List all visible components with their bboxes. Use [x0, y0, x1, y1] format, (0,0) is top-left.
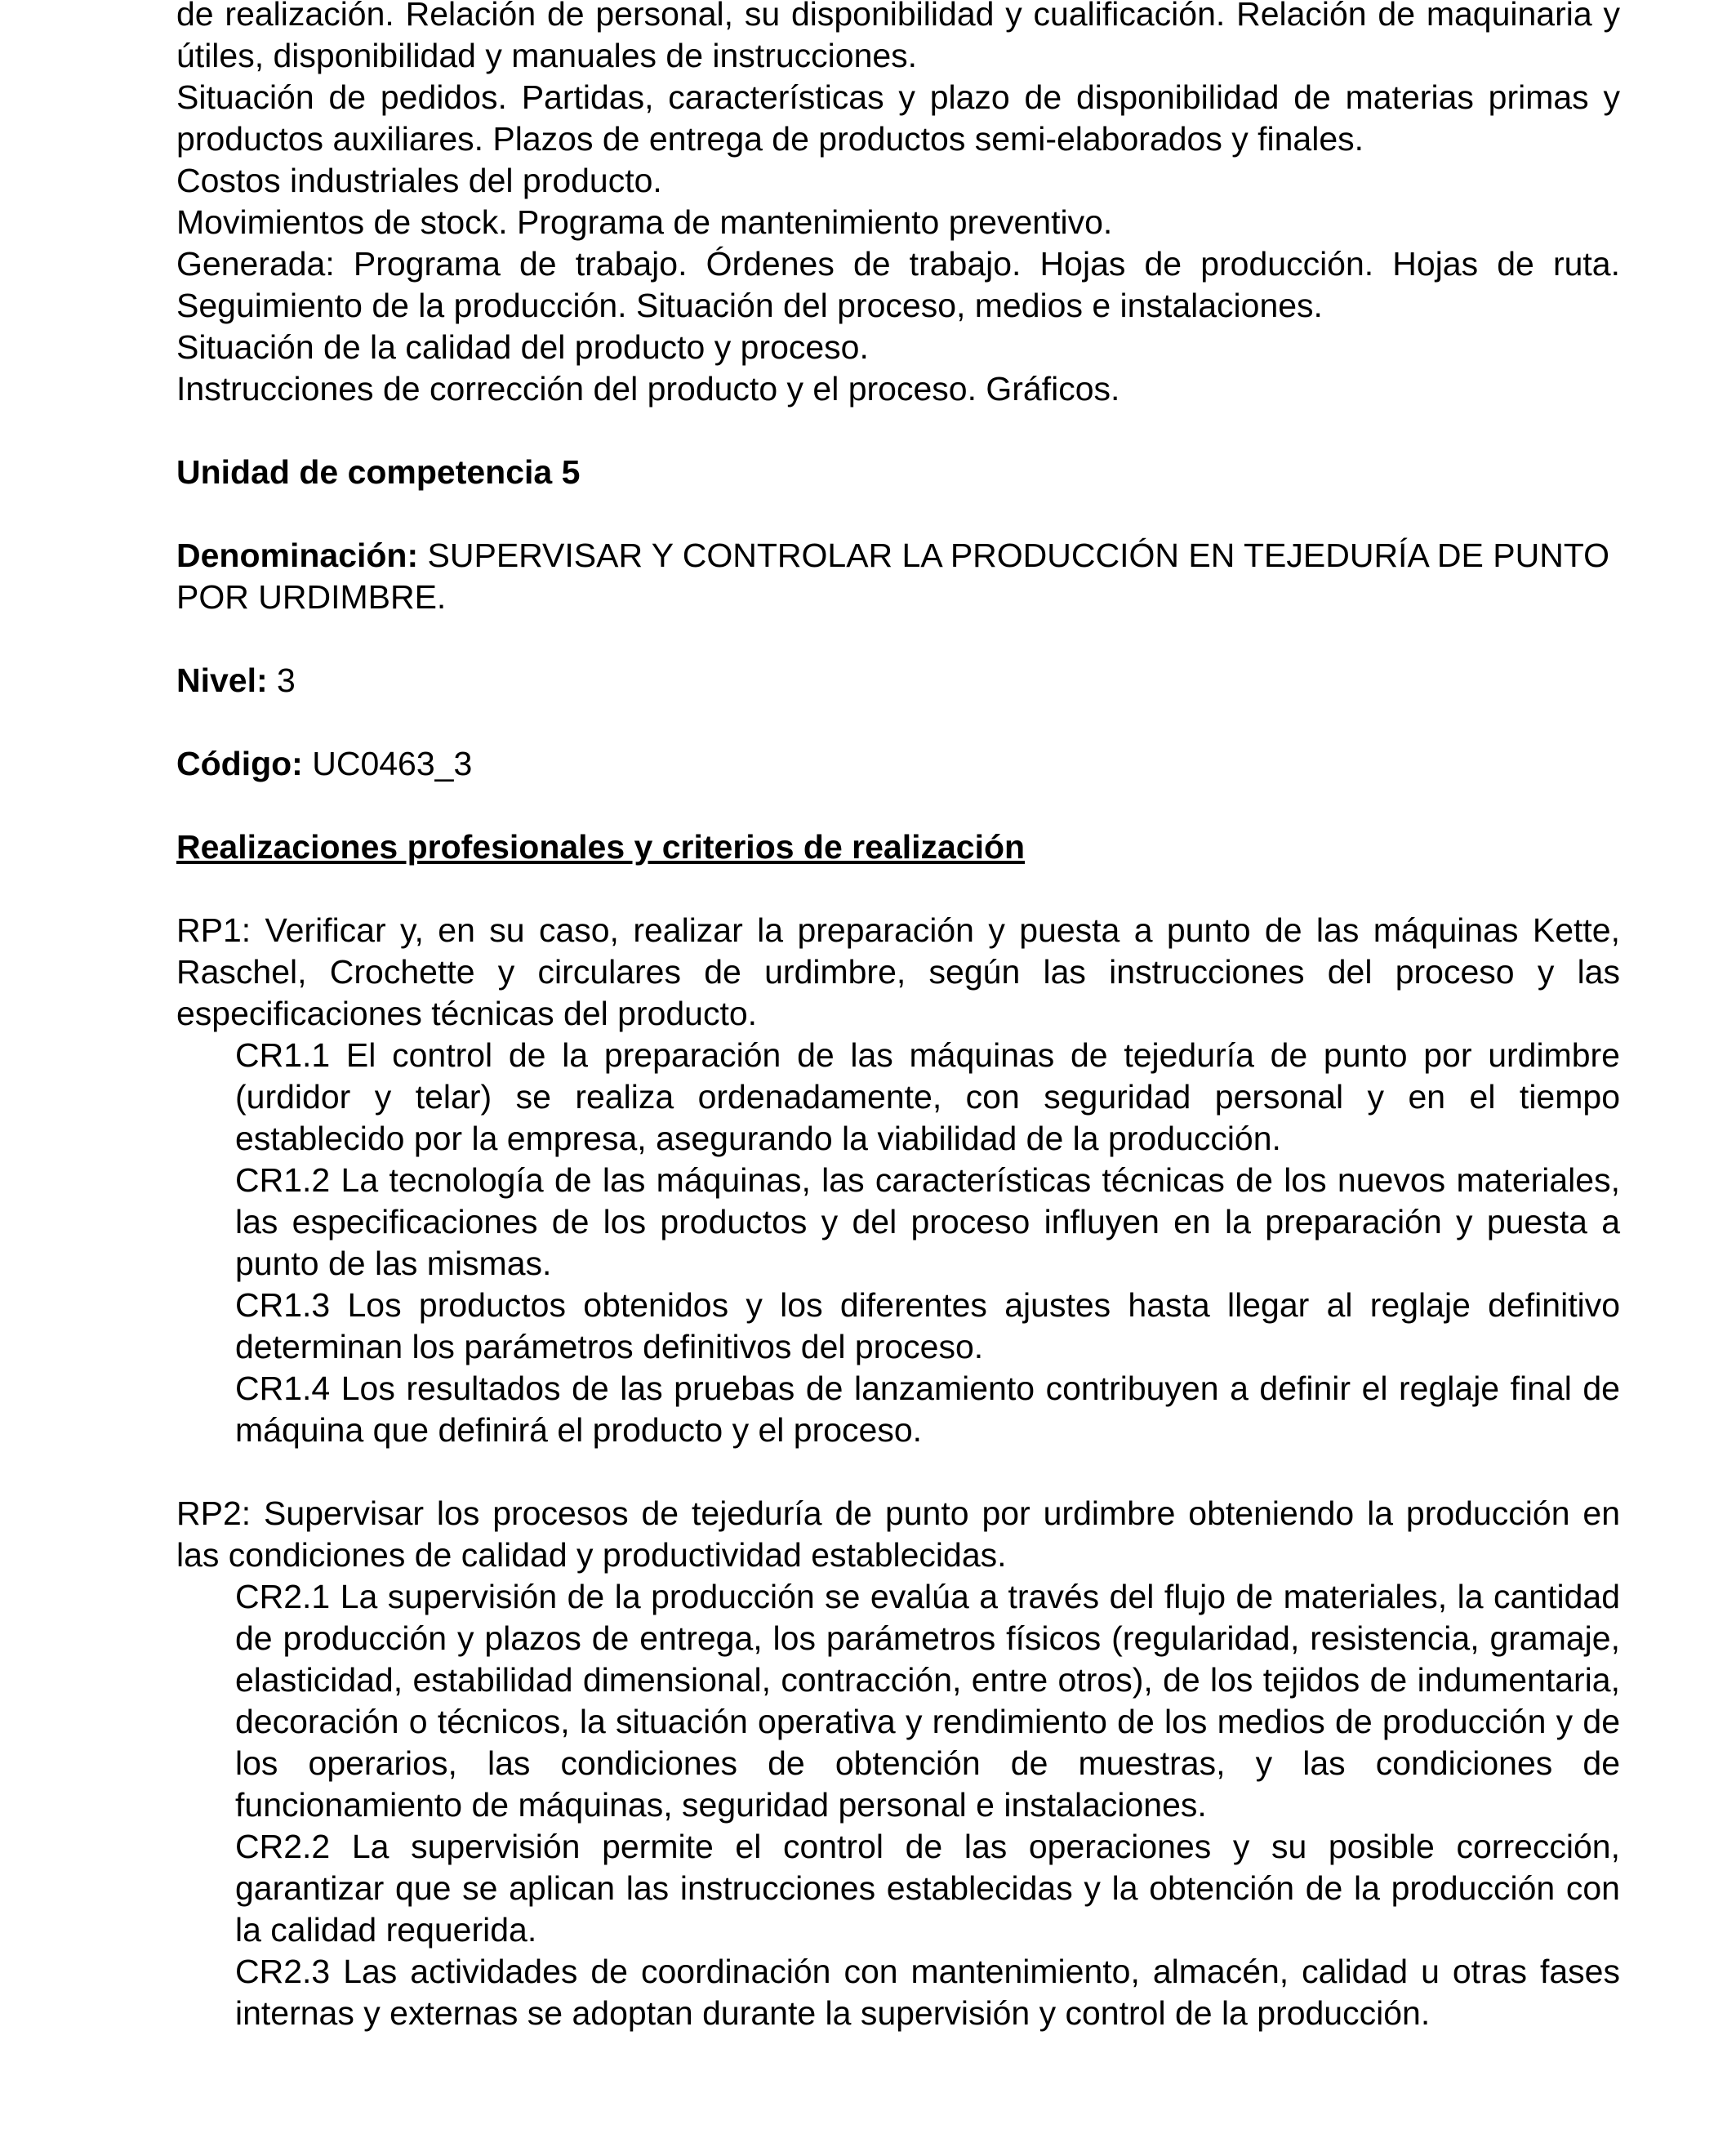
intro-paragraph-2: Situación de pedidos. Partidas, características y plazo de disponibilidad de materias primas y productos auxiliares. Plazos de entrega de productos semi-elaborados y finales. — [176, 78, 1620, 158]
rp1-criteria — [176, 1035, 1620, 1451]
intro-paragraph-1: de realización. Relación de personal, su disponibilidad y cualificación. Relación de maquinaria y útiles, disponibilidad y manuales de instrucciones. — [176, 0, 1620, 74]
nivel-value: 3 — [267, 661, 296, 699]
denominacion — [176, 535, 1620, 618]
section-title: Realizaciones profesionales y criterios de realización — [176, 828, 1026, 866]
unit-heading: Unidad de competencia 5 — [176, 453, 581, 491]
intro-paragraph-5: Generada: Programa de trabajo. Órdenes de trabajo. Hojas de producción. Hojas de ruta. Seguimiento de la producción. Situación del proceso, medios e instalaciones. — [176, 245, 1620, 324]
criterion-cr2-1: CR2.1 La supervisión de la producción se evalúa a través del flujo de materiales, la cantidad de producción y plazos de entrega, los parámetros físicos (regularidad, resistencia, gramaje, elasticidad, estabilidad dimensional, contracción, entre otros), de los tejidos de indumentaria, decoración o técnicos, la situación operativa y rendimiento de los medios de producción y de los operarios, las condiciones de obtención de muestras, y las condiciones de funcionamiento de máquinas, seguridad personal e instalaciones. — [235, 1578, 1620, 1824]
denominacion-label: Denominación: — [176, 537, 419, 574]
criterion-cr2-3: CR2.3 Las actividades de coordinación con mantenimiento, almacén, calidad u otras fases internas y externas se adoptan durante la supervisión y control de la producción. — [235, 1953, 1620, 2032]
codigo-value: UC0463_3 — [302, 745, 473, 782]
intro-line-4: Movimientos de stock. Programa de mantenimiento preventivo. — [176, 203, 1113, 241]
intro-line-3: Costos industriales del producto. — [176, 162, 662, 199]
criterion-cr1-1: CR1.1 El control de la preparación de las máquinas de tejeduría de punto por urdimbre (urdidor y telar) se realiza ordenadamente, con seguridad personal y en el tiempo establecido por la empresa, asegurando la viabilidad de la producción. — [235, 1036, 1620, 1157]
rp1-text: RP1: Verificar y, en su caso, realizar la preparación y puesta a punto de las máquinas Kette, Raschel, Crochette y circulares de urdimbre, según las instrucciones del proceso y las especificaciones técnicas del producto. — [176, 911, 1620, 1032]
rp2-criteria — [176, 1576, 1620, 2034]
nivel — [176, 660, 1620, 702]
intro-line-7: Instrucciones de corrección del producto y el proceso. Gráficos. — [176, 370, 1120, 408]
criterion-cr2-2: CR2.2 La supervisión permite el control de las operaciones y su posible corrección, garantizar que se aplican las instrucciones establecidas y la obtención de la producción con la calidad requerida. — [235, 1828, 1620, 1949]
rp2-text: RP2: Supervisar los procesos de tejeduría de punto por urdimbre obteniendo la producción en las condiciones de calidad y productividad establecidas. — [176, 1494, 1620, 1574]
document-page — [176, 0, 1620, 2034]
codigo-label: Código: — [176, 745, 303, 782]
criterion-cr1-4: CR1.4 Los resultados de las pruebas de lanzamiento contribuyen a definir el reglaje final de máquina que definirá el producto y el proceso. — [235, 1370, 1620, 1449]
criterion-cr1-2: CR1.2 La tecnología de las máquinas, las características técnicas de los nuevos materiales, las especificaciones de los productos y del proceso influyen en la preparación y puesta a punto de las mismas. — [235, 1161, 1620, 1282]
criterion-cr1-3: CR1.3 Los productos obtenidos y los diferentes ajustes hasta llegar al reglaje definitivo determinan los parámetros definitivos del proceso. — [235, 1286, 1620, 1365]
codigo — [176, 743, 1620, 785]
denominacion-value: SUPERVISAR Y CONTROLAR LA PRODUCCIÓN EN TEJEDURÍA DE PUNTO POR URDIMBRE. — [176, 537, 1610, 616]
nivel-label: Nivel: — [176, 661, 268, 699]
intro-line-6: Situación de la calidad del producto y proceso. — [176, 328, 869, 366]
